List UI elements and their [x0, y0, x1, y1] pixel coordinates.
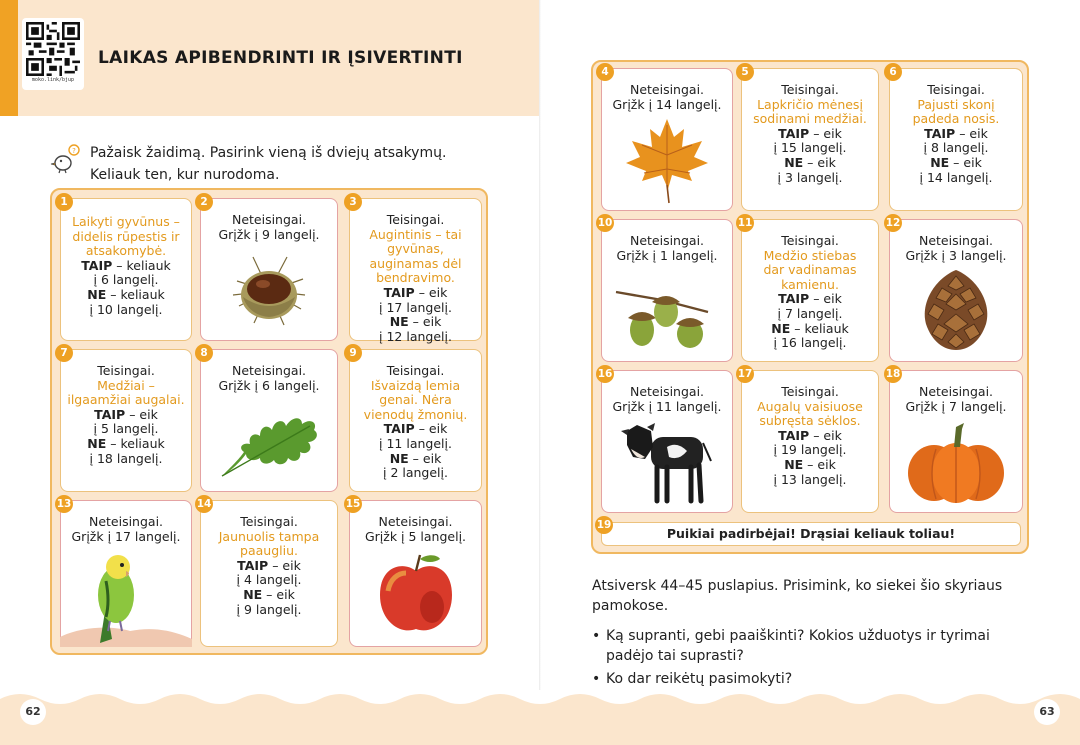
cell-verdict: Teisingai.	[781, 233, 839, 248]
yes-goto: į 6 langelį.	[93, 272, 159, 288]
footer-wave	[0, 685, 1080, 745]
yes-label: TAIP	[924, 125, 956, 141]
yes-label: TAIP	[81, 257, 113, 273]
yes-text: – keliauk	[112, 257, 171, 273]
game-cell-6	[889, 68, 1023, 211]
game-cell-18	[885, 368, 1023, 513]
game-cell-2	[200, 198, 338, 341]
no-goto: į 9 langelį.	[236, 601, 302, 617]
no-goto: į 3 langelį.	[777, 169, 843, 185]
no-goto: į 14 langelį.	[919, 169, 993, 185]
no-label: NE	[771, 320, 791, 336]
game-cell-13	[56, 498, 192, 647]
cell-question: Laikyti gyvūnus – didelis rūpestis ir atsakomybė.	[72, 214, 180, 259]
yes-label: TAIP	[778, 427, 810, 443]
cell-number: 7	[55, 344, 73, 362]
qr-code-icon	[26, 22, 80, 76]
reflection-section	[592, 576, 1032, 692]
cell-number: 5	[736, 63, 754, 81]
no-label: NE	[87, 435, 107, 451]
cell-goto: Grįžk į 7 langelį.	[905, 398, 1007, 414]
no-text: – eik	[803, 456, 836, 472]
cell-question: Augalų vaisiuose subręsta sėklos.	[757, 398, 863, 429]
cell-number: 1	[55, 193, 73, 211]
game-cell-1	[60, 198, 192, 341]
page-number-right: 63	[1034, 699, 1060, 725]
no-label: NE	[930, 154, 950, 170]
no-goto: į 10 langelį.	[89, 301, 163, 317]
cell-verdict: Neteisingai.	[378, 514, 453, 529]
cell-verdict: Neteisingai.	[88, 514, 164, 529]
cell-number: 15	[344, 495, 362, 513]
oak-leaf-image	[214, 404, 324, 484]
cell-number: 8	[195, 344, 213, 362]
cell-verdict: Teisingai.	[927, 82, 985, 97]
reflection-question-1: • Ką supranti, gebi paaiškinti? Kokios užduotys ir tyrimai padėjo tai suprasti?	[592, 626, 1032, 666]
cell-question: Augintinis – tai gyvūnas, auginamas dėl bendravimo.	[369, 226, 462, 286]
finish-text: Puikiai padirbėjai! Drąsiai keliauk toliau!	[666, 526, 956, 541]
cell-verdict: Teisingai.	[97, 363, 155, 378]
cell-question: Jaunuolis tampa paaugliu.	[218, 528, 320, 559]
yes-text: – eik	[125, 406, 158, 422]
cell-goto: Grįžk į 3 langelį.	[905, 247, 1007, 263]
yes-text: – eik	[955, 125, 988, 141]
no-text: – eik	[803, 154, 836, 170]
yes-goto: į 17 langelį.	[379, 299, 452, 315]
cell-number: 13	[55, 495, 73, 513]
cell-verdict: Teisingai.	[386, 363, 445, 378]
cell-goto: Grįžk į 9 langelį.	[218, 226, 320, 242]
game-cell-14	[196, 498, 338, 647]
no-goto: į 2 langelį.	[383, 465, 448, 481]
page-spine	[539, 0, 541, 690]
game-cell-12	[885, 217, 1023, 362]
yes-goto: į 5 langelį.	[93, 421, 159, 437]
no-goto: į 12 langelį.	[379, 328, 452, 344]
game-cell-17	[737, 368, 879, 513]
no-goto: į 18 langelį.	[89, 450, 163, 466]
header-stripe	[0, 0, 18, 116]
cell-question: Pajusti skonį padeda nosis.	[912, 96, 1000, 127]
yes-text: – eik	[809, 125, 842, 141]
yes-text: – eik	[414, 284, 448, 300]
cell-goto: Grįžk į 17 langelį.	[71, 528, 181, 544]
no-label: NE	[784, 456, 804, 472]
qr-code[interactable]	[22, 18, 84, 90]
no-text: – eik	[949, 154, 982, 170]
game-cell-19	[596, 519, 1021, 546]
yes-label: TAIP	[237, 557, 269, 573]
game-cell-16	[597, 368, 733, 513]
no-label: NE	[87, 286, 107, 302]
yes-goto: į 8 langelį.	[923, 140, 989, 156]
cell-goto: Grįžk į 6 langelį.	[218, 377, 320, 393]
yes-text: – eik	[414, 421, 448, 437]
no-text: – keliauk	[106, 435, 165, 451]
cell-question: Lapkričio mėnesį sodinami medžiai.	[753, 96, 867, 127]
cell-goto: Grįžk į 5 langelį.	[364, 528, 467, 544]
game-board-right	[591, 60, 1029, 554]
cell-number: 6	[884, 63, 902, 81]
yes-goto: į 7 langelį.	[777, 305, 843, 321]
maple-leaf-image	[622, 115, 712, 205]
yes-goto: į 15 langelį.	[773, 140, 847, 156]
cell-verdict: Neteisingai.	[918, 233, 994, 248]
no-text: – keliauk	[106, 286, 165, 302]
apple-image	[374, 551, 458, 637]
cell-question: Medžiai – ilgaamžiai augalai.	[67, 377, 185, 408]
yes-text: – eik	[809, 427, 842, 443]
no-label: NE	[389, 314, 409, 330]
cell-number: 10	[596, 214, 614, 232]
game-cell-5	[741, 68, 879, 211]
game-cell-4	[601, 68, 733, 211]
cell-verdict: Neteisingai.	[231, 212, 307, 227]
no-label: NE	[784, 154, 804, 170]
cell-question: Išvaizdą lemia genai. Nėra vienodų žmonių.	[363, 377, 468, 422]
calf-image	[617, 417, 717, 507]
game-cell-10	[597, 217, 733, 362]
cell-goto: Grįžk į 1 langelį.	[616, 247, 718, 263]
cell-verdict: Neteisingai.	[629, 82, 705, 97]
cell-verdict: Neteisingai.	[231, 363, 307, 378]
cell-verdict: Neteisingai.	[918, 384, 994, 399]
bird-thinking-icon	[50, 144, 80, 174]
pine-cone-image	[916, 266, 996, 352]
game-cell-9	[349, 349, 482, 492]
yes-goto: į 4 langelį.	[236, 572, 302, 588]
cell-number: 11	[736, 214, 754, 232]
no-goto: į 13 langelį.	[773, 471, 847, 487]
cell-number: 18	[884, 365, 902, 383]
cell-verdict: Teisingai.	[240, 514, 298, 529]
cell-verdict: Teisingai.	[386, 212, 445, 227]
cell-verdict: Teisingai.	[781, 82, 839, 97]
yes-goto: į 11 langelį.	[379, 435, 452, 451]
yes-label: TAIP	[94, 406, 126, 422]
reflection-question-2: • Ko dar reikėtų pasimokyti?	[592, 669, 1032, 689]
acorns-image	[612, 272, 722, 352]
no-text: – keliauk	[790, 320, 849, 336]
no-label: NE	[243, 586, 263, 602]
cell-number: 9	[344, 344, 362, 362]
cell-goto: Grįžk į 11 langelį.	[612, 398, 722, 414]
game-cell-7	[60, 349, 192, 492]
yes-label: TAIP	[383, 421, 415, 437]
svg-text:?: ?	[72, 147, 76, 155]
cell-number: 16	[596, 365, 614, 383]
cell-number: 4	[596, 63, 614, 81]
cell-number: 17	[736, 365, 754, 383]
cell-number: 12	[884, 214, 902, 232]
game-cell-8	[200, 349, 338, 492]
cell-question: Medžio stiebas dar vadinamas kamienu.	[763, 247, 857, 292]
cell-verdict: Neteisingai.	[629, 233, 705, 248]
page-number-left: 62	[20, 699, 46, 725]
pumpkin-image	[904, 419, 1008, 505]
cell-verdict: Neteisingai.	[629, 384, 705, 399]
cell-verdict: Teisingai.	[781, 384, 839, 399]
page-title: LAIKAS APIBENDRINTI IR ĮSIVERTINTI	[98, 48, 463, 68]
no-label: NE	[389, 450, 409, 466]
intro	[50, 142, 490, 186]
chestnut-image	[229, 251, 309, 331]
reflection-list	[592, 626, 1032, 689]
reflection-intro: Atsiversk 44–45 puslapius. Prisimink, ko siekei šio skyriaus pamokose.	[592, 578, 1003, 614]
game-board-left	[50, 188, 488, 655]
yes-label: TAIP	[778, 125, 810, 141]
yes-text: – eik	[809, 291, 842, 307]
no-text: – eik	[408, 314, 442, 330]
cell-number: 2	[195, 193, 213, 211]
cell-number: 14	[195, 495, 213, 513]
qr-caption: moko.link/bjup	[31, 77, 75, 83]
yes-label: TAIP	[383, 284, 415, 300]
game-cell-11	[737, 217, 879, 362]
game-cell-3	[349, 196, 482, 344]
yes-label: TAIP	[778, 291, 810, 307]
cell-number: 3	[344, 193, 362, 211]
cell-goto: Grįžk į 14 langelį.	[612, 96, 722, 112]
no-text: – eik	[262, 586, 295, 602]
no-text: – eik	[408, 450, 442, 466]
intro-text: Pažaisk žaidimą. Pasirink vieną iš dviejų atsakymų. Keliauk ten, kur nurodoma.	[90, 145, 447, 183]
cell-number: 19	[595, 516, 613, 534]
budgie-image	[60, 547, 192, 647]
no-goto: į 16 langelį.	[773, 335, 847, 351]
game-cell-15	[345, 498, 482, 647]
yes-goto: į 19 langelį.	[773, 442, 847, 458]
yes-text: – eik	[268, 557, 301, 573]
